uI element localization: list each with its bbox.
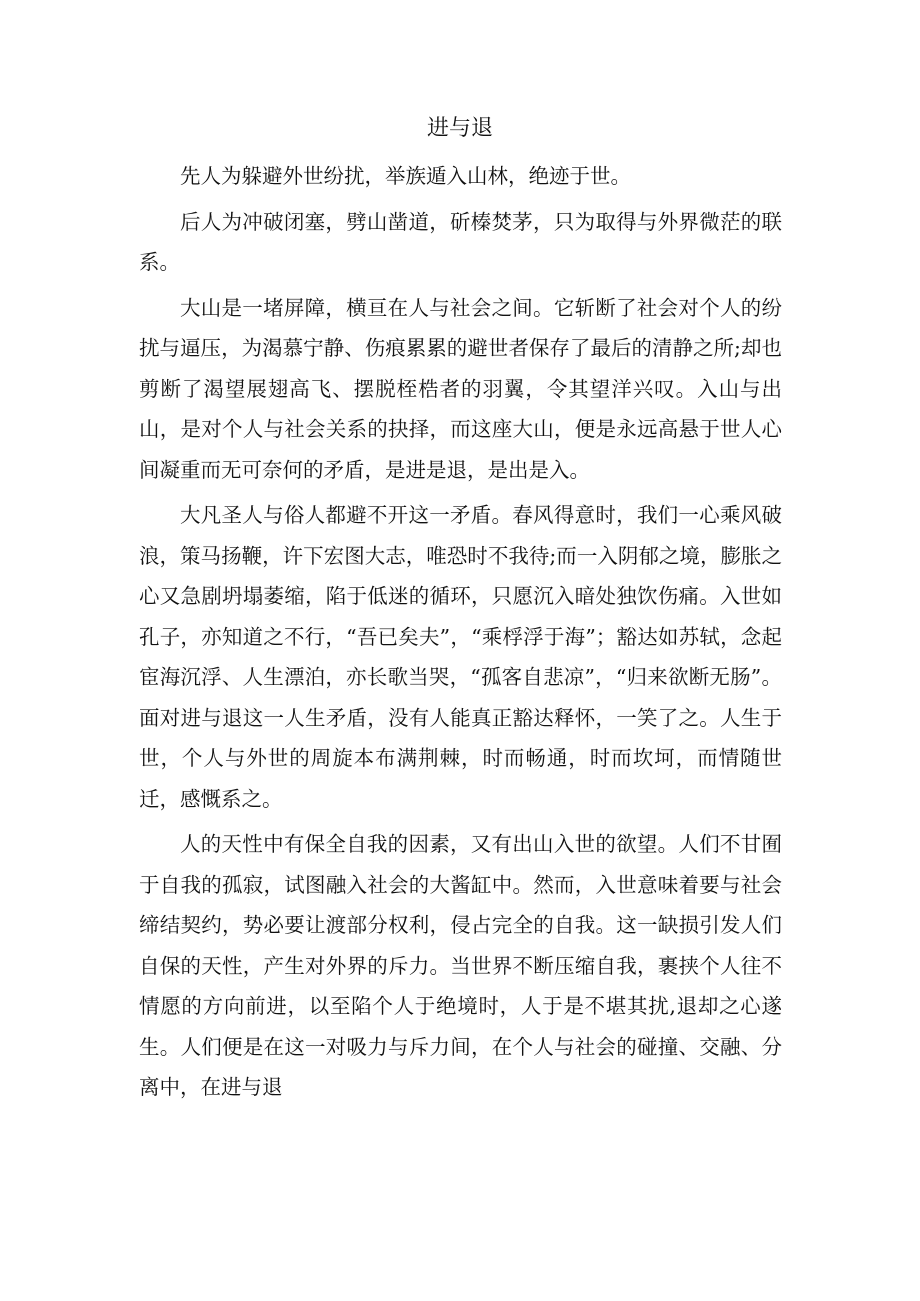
- document-title: 进与退: [426, 116, 493, 141]
- paragraph-2: 后人为冲破闭塞，劈山凿道，斫榛焚茅，只为取得与外界微茫的联系。: [139, 209, 782, 274]
- paragraph-3: 大山是一堵屏障，横亘在人与社会之间。它斩断了社会对个人的纷扰与逼压，为渴慕宁静、伤痕累累的避世者保存了最后的清静之所;却也剪断了渴望展翅高飞、摆脱桎梏者的羽翼，令其望洋兴叹。入山与出山，是对个人与社会关系的抉择，而这座大山，便是永远高悬于世人心间凝重而无可奈何的矛盾，是进是退，是出是入。: [139, 295, 782, 482]
- document-body: [139, 156, 782, 1113]
- paragraph-1: 先人为躲避外世纷扰，举族遁入山林，绝迹于世。: [180, 164, 631, 188]
- paragraph-4: 大凡圣人与俗人都避不开这一矛盾。春风得意时，我们一心乘风破浪，策马扬鞭，许下宏图大志，唯恐时不我待;而一入阴郁之境，膨胀之心又急剧坍塌萎缩，陷于低迷的循环，只愿沉入暗处独饮伤痛。入世如孔子，亦知道之不行，“吾已矣夫”，“乘桴浮于海”；豁达如苏轼，念起宦海沉浮、人生漂泊，亦长歌当哭，“孤客自悲凉”，“归来欲断无肠”。面对进与退这一人生矛盾，没有人能真正豁达释怀，一笑了之。人生于世，个人与外世的周旋本布满荆棘，时而畅通，时而坎坷，而情随世迁，感慨系之。: [139, 503, 782, 811]
- paragraph-5: 人的天性中有保全自我的因素，又有出山入世的欲望。人们不甘囿于自我的孤寂，试图融入社会的大酱缸中。然而，入世意味着要与社会缔结契约，势必要让渡部分权利，侵占完全的自我。这一缺损引发人们自保的天性，产生对外界的斥力。当世界不断压缩自我，裹挟个人往不情愿的方向前进，以至陷个人于绝境时，人于是不堪其扰,退却之心遂生。人们便是在这一对吸力与斥力间，在个人与社会的碰撞、交融、分离中，在进与退: [139, 832, 782, 1099]
